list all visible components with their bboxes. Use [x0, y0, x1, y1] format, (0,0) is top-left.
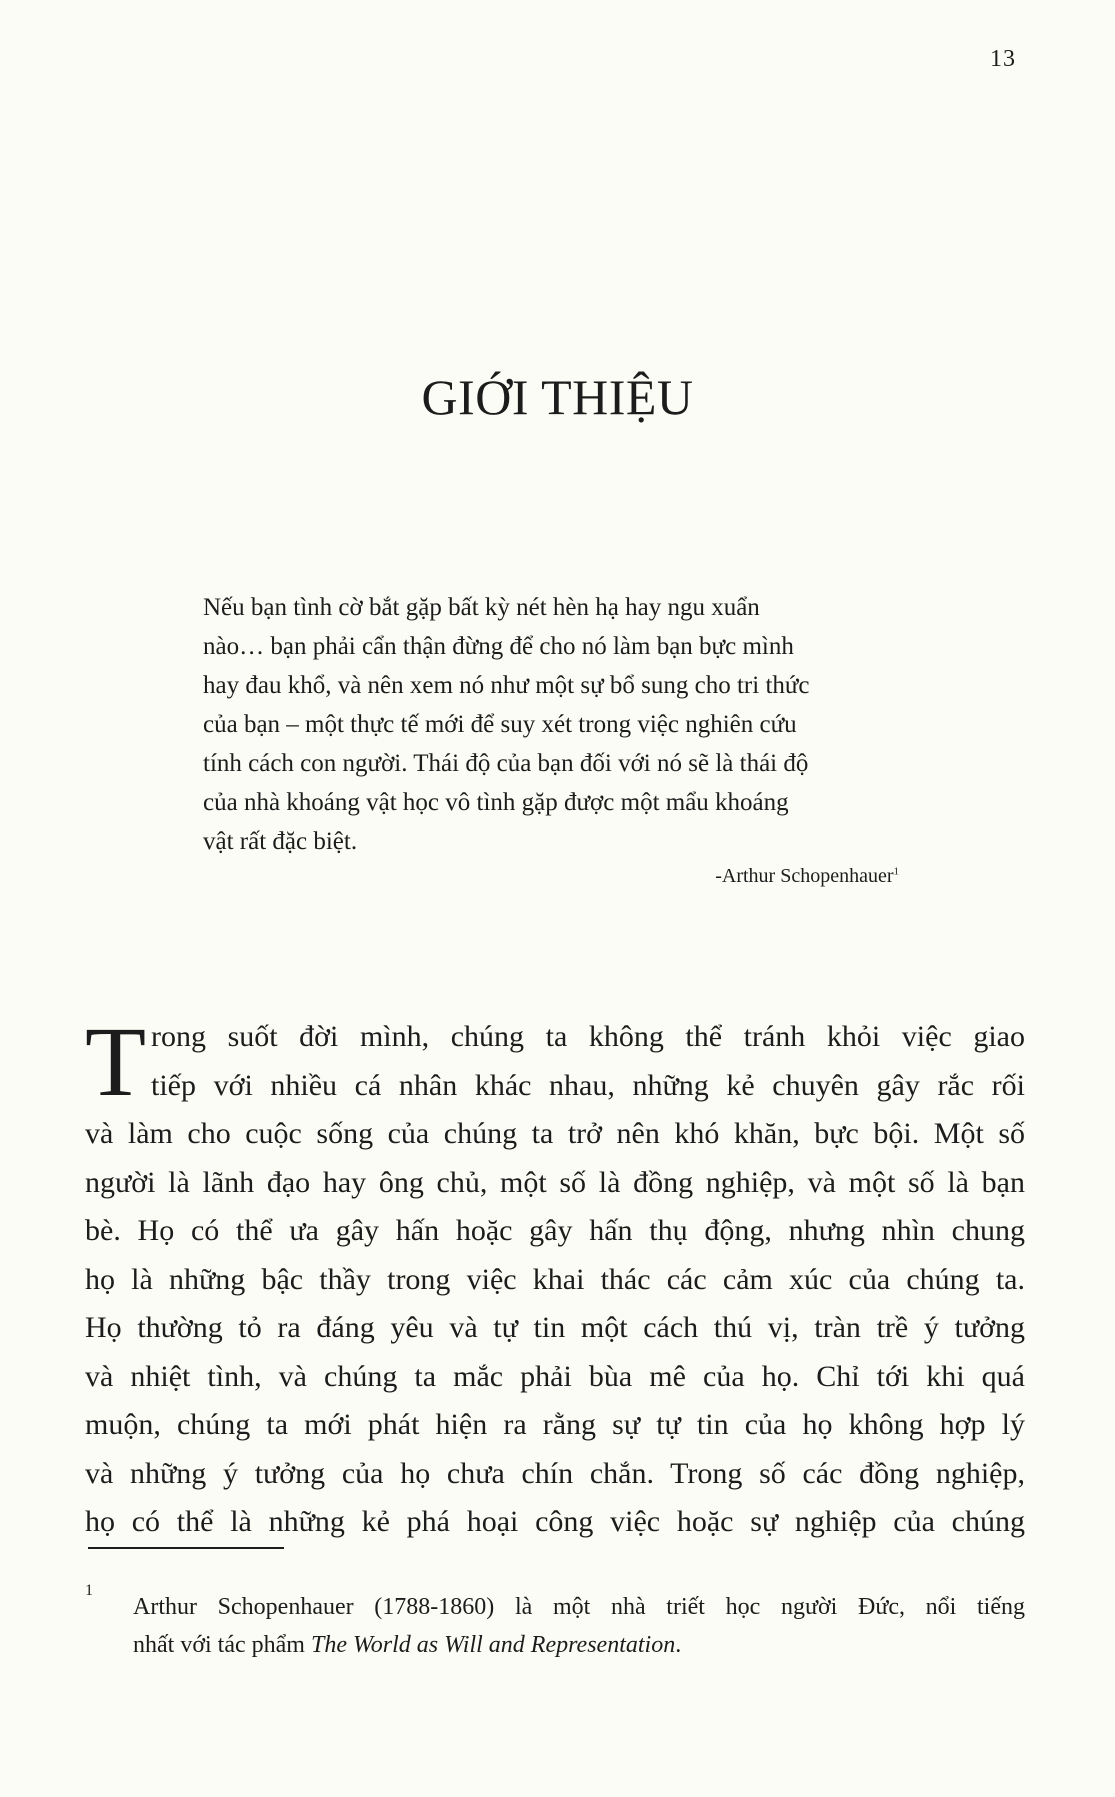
footnote-rule — [88, 1547, 284, 1549]
book-title: The World as Will and Representation — [310, 1632, 676, 1658]
footnote-text: nhất với tác phẩm — [133, 1632, 311, 1658]
epigraph-line: nào… bạn phải cẩn thận đừng để cho nó làm bạn bực mình — [203, 633, 794, 660]
body-line: muộn, chúng ta mới phát hiện ra rằng sự tự tin của họ không hợp lý — [85, 1408, 1025, 1441]
body-line: và nhiệt tình, và chúng ta mắc phải bùa mê của họ. Chỉ tới khi quá — [85, 1359, 1025, 1393]
epigraph-author: -Arthur Schopenhauer — [715, 865, 894, 887]
body-line: bè. Họ có thể ưa gây hấn hoặc gây hấn thụ động, nhưng nhìn chung — [85, 1214, 1025, 1247]
footnote-marker: 1 — [85, 1582, 93, 1599]
body-line: và làm cho cuộc sống của chúng ta trở nên khó khăn, bực bội. Một số — [85, 1117, 1025, 1150]
chapter-title: GIỚI THIỆU — [421, 369, 694, 425]
epigraph-line: vật rất đặc biệt. — [203, 828, 358, 855]
epigraph-line: của bạn – một thực tế mới để suy xét trong việc nghiên cứu — [203, 711, 797, 738]
footnote-reference[interactable]: 1 — [893, 865, 899, 878]
body-line: họ có thể là những kẻ phá hoại công việc hoặc sự nghiệp của chúng — [85, 1505, 1025, 1538]
body-text — [85, 1006, 1025, 1547]
footnote — [85, 1582, 1025, 1664]
epigraph-line: tính cách con người. Thái độ của bạn đối với nó sẽ là thái độ — [203, 750, 809, 777]
page-number: 13 — [990, 46, 1016, 72]
epigraph-attribution — [203, 865, 903, 888]
epigraph-line: của nhà khoáng vật học vô tình gặp được một mẩu khoáng — [203, 789, 789, 816]
epigraph-line: Nếu bạn tình cờ bắt gặp bất kỳ nét hèn hạ hay ngu xuẩn — [203, 594, 760, 621]
footnote-line: Arthur Schopenhauer (1788-1860) là một nhà triết học người Đức, nổi tiếng — [133, 1594, 1025, 1620]
body-line: họ là những bậc thầy trong việc khai thác các cảm xúc của chúng ta. — [85, 1262, 1025, 1296]
epigraph — [203, 588, 903, 888]
body-line: Họ thường tỏ ra đáng yêu và tự tin một cách thú vị, tràn trề ý tưởng — [85, 1311, 1025, 1344]
footnote-text: . — [675, 1632, 682, 1658]
epigraph-line: hay đau khổ, và nên xem nó như một sự bổ sung cho tri thức — [203, 672, 810, 699]
body-line: người là lãnh đạo hay ông chủ, một số là đồng nghiệp, và một số là bạn — [85, 1165, 1025, 1199]
body-line: và những ý tưởng của họ chưa chín chắn. Trong số các đồng nghiệp, — [85, 1456, 1025, 1490]
drop-cap: T — [85, 1006, 147, 1117]
body-line: rong suốt đời mình, chúng ta không thể tránh khỏi việc giao — [151, 1020, 1025, 1053]
footnote-line — [85, 1626, 1025, 1664]
body-line: tiếp với nhiều cá nhân khác nhau, những kẻ chuyên gây rắc rối — [151, 1068, 1025, 1102]
